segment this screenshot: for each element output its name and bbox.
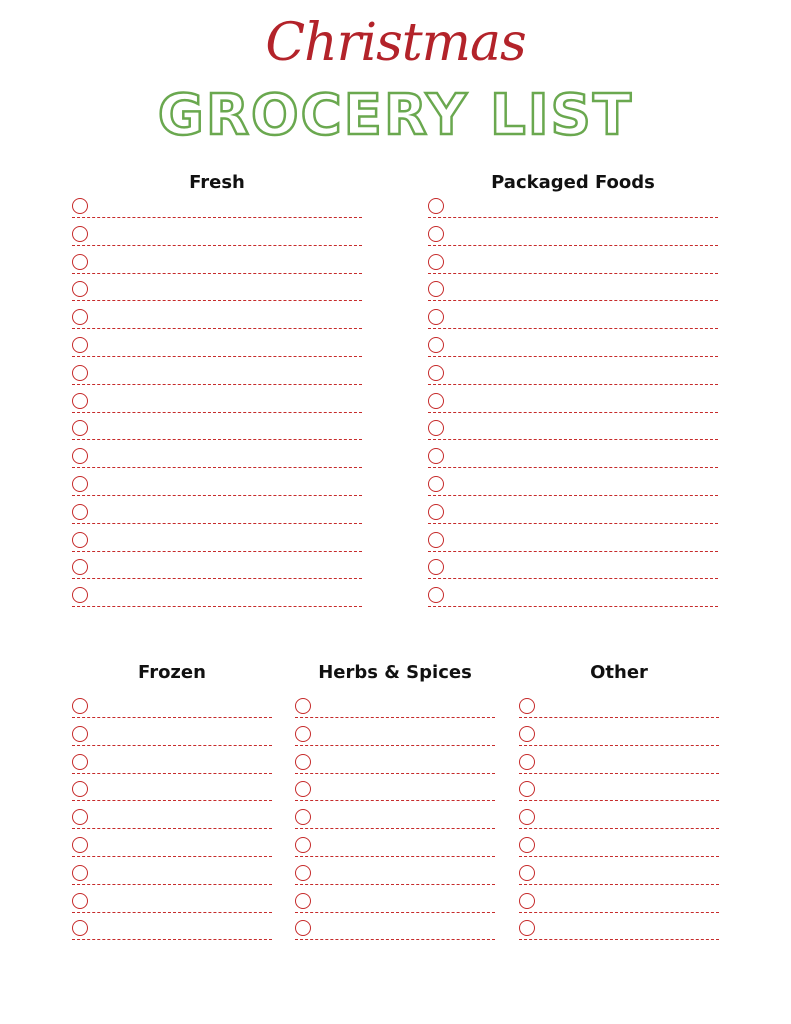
checklist-item[interactable] <box>72 419 362 447</box>
checkbox-circle-icon[interactable] <box>72 726 88 742</box>
checklist-item[interactable] <box>295 919 495 947</box>
writing-line[interactable] <box>428 300 718 301</box>
writing-line[interactable] <box>519 745 719 746</box>
checklist-item[interactable] <box>295 864 495 892</box>
checkbox-circle-icon[interactable] <box>428 532 444 548</box>
checkbox-circle-icon[interactable] <box>72 809 88 825</box>
checklist-item[interactable] <box>428 280 718 308</box>
writing-line[interactable] <box>72 384 362 385</box>
writing-line[interactable] <box>428 356 718 357</box>
checklist-item[interactable] <box>295 697 495 725</box>
checkbox-circle-icon[interactable] <box>295 920 311 936</box>
checkbox-circle-icon[interactable] <box>428 504 444 520</box>
checkbox-circle-icon[interactable] <box>72 337 88 353</box>
checklist-item[interactable] <box>519 753 719 781</box>
checklist-item[interactable] <box>295 780 495 808</box>
checklist-item[interactable] <box>428 447 718 475</box>
writing-line[interactable] <box>428 523 718 524</box>
checklist-item[interactable] <box>428 392 718 420</box>
checklist-item[interactable] <box>72 475 362 503</box>
checkbox-circle-icon[interactable] <box>428 476 444 492</box>
page-title: GROCERY LIST <box>157 83 634 148</box>
writing-line[interactable] <box>72 551 362 552</box>
section-other <box>519 661 719 685</box>
section-packaged-foods <box>428 171 718 195</box>
checkbox-circle-icon[interactable] <box>72 920 88 936</box>
checklist-item[interactable] <box>519 864 719 892</box>
checklist-item[interactable] <box>72 253 362 281</box>
checkbox-circle-icon[interactable] <box>72 448 88 464</box>
checkbox-circle-icon[interactable] <box>72 393 88 409</box>
checklist-item[interactable] <box>295 808 495 836</box>
checklist-item[interactable] <box>428 364 718 392</box>
checkbox-circle-icon[interactable] <box>72 420 88 436</box>
checkbox-circle-icon[interactable] <box>428 337 444 353</box>
writing-line[interactable] <box>72 245 362 246</box>
checkbox-circle-icon[interactable] <box>72 781 88 797</box>
checklist-item[interactable] <box>72 836 272 864</box>
checklist-item[interactable] <box>295 725 495 753</box>
checklist-item[interactable] <box>428 586 718 614</box>
writing-line[interactable] <box>72 578 362 579</box>
section-title-other: Other <box>590 662 648 683</box>
checkbox-circle-icon[interactable] <box>428 448 444 464</box>
checkbox-circle-icon[interactable] <box>428 420 444 436</box>
checklist-item[interactable] <box>72 308 362 336</box>
checklist-item[interactable] <box>428 197 718 225</box>
checkbox-circle-icon[interactable] <box>72 226 88 242</box>
checklist-item[interactable] <box>72 753 272 781</box>
writing-line[interactable] <box>295 800 495 801</box>
writing-line[interactable] <box>428 578 718 579</box>
writing-line[interactable] <box>72 356 362 357</box>
checklist-item[interactable] <box>72 586 362 614</box>
checkbox-circle-icon[interactable] <box>72 698 88 714</box>
checklist-item[interactable] <box>295 836 495 864</box>
writing-line[interactable] <box>295 912 495 913</box>
checkbox-circle-icon[interactable] <box>295 893 311 909</box>
checkbox-circle-icon[interactable] <box>72 754 88 770</box>
writing-line[interactable] <box>72 800 272 801</box>
writing-line[interactable] <box>428 439 718 440</box>
checkbox-circle-icon[interactable] <box>519 754 535 770</box>
checkbox-circle-icon[interactable] <box>428 226 444 242</box>
writing-line[interactable] <box>428 217 718 218</box>
checkbox-circle-icon[interactable] <box>519 837 535 853</box>
writing-line[interactable] <box>72 884 272 885</box>
section-title-herbs-spices: Herbs & Spices <box>318 662 472 683</box>
checkbox-circle-icon[interactable] <box>72 476 88 492</box>
checkbox-circle-icon[interactable] <box>72 532 88 548</box>
writing-line[interactable] <box>72 717 272 718</box>
writing-line[interactable] <box>295 884 495 885</box>
checklist-item[interactable] <box>72 558 362 586</box>
checkbox-circle-icon[interactable] <box>72 893 88 909</box>
writing-line[interactable] <box>428 273 718 274</box>
checkbox-circle-icon[interactable] <box>428 198 444 214</box>
writing-line[interactable] <box>72 856 272 857</box>
checkbox-circle-icon[interactable] <box>428 254 444 270</box>
checkbox-circle-icon[interactable] <box>519 781 535 797</box>
writing-line[interactable] <box>72 523 362 524</box>
checklist-item[interactable] <box>72 225 362 253</box>
writing-line[interactable] <box>519 884 719 885</box>
section-title-packaged-foods: Packaged Foods <box>491 172 655 193</box>
writing-line[interactable] <box>295 856 495 857</box>
checkbox-circle-icon[interactable] <box>428 365 444 381</box>
writing-line[interactable] <box>428 384 718 385</box>
checkbox-circle-icon[interactable] <box>295 865 311 881</box>
writing-line[interactable] <box>72 273 362 274</box>
checklist-item[interactable] <box>519 836 719 864</box>
checklist-item[interactable] <box>428 308 718 336</box>
writing-line[interactable] <box>72 217 362 218</box>
writing-line[interactable] <box>72 828 272 829</box>
section-herbs-spices <box>295 661 495 685</box>
writing-line[interactable] <box>295 717 495 718</box>
checkbox-circle-icon[interactable] <box>428 587 444 603</box>
writing-line[interactable] <box>72 912 272 913</box>
checkbox-circle-icon[interactable] <box>519 865 535 881</box>
section-frozen <box>72 661 272 685</box>
writing-line[interactable] <box>519 939 719 940</box>
writing-line[interactable] <box>428 551 718 552</box>
checklist-item[interactable] <box>519 892 719 920</box>
checkbox-circle-icon[interactable] <box>519 726 535 742</box>
checkbox-circle-icon[interactable] <box>295 698 311 714</box>
writing-line[interactable] <box>428 412 718 413</box>
writing-line[interactable] <box>428 495 718 496</box>
checkbox-circle-icon[interactable] <box>72 837 88 853</box>
writing-line[interactable] <box>519 800 719 801</box>
checkbox-circle-icon[interactable] <box>72 281 88 297</box>
checkbox-circle-icon[interactable] <box>295 809 311 825</box>
checkbox-circle-icon[interactable] <box>519 698 535 714</box>
writing-line[interactable] <box>519 912 719 913</box>
writing-line[interactable] <box>519 773 719 774</box>
checklist-item[interactable] <box>72 919 272 947</box>
checklist-item[interactable] <box>428 558 718 586</box>
checklist-item[interactable] <box>428 225 718 253</box>
checklist-item[interactable] <box>295 892 495 920</box>
checkbox-circle-icon[interactable] <box>72 559 88 575</box>
writing-line[interactable] <box>428 328 718 329</box>
checklist-item[interactable] <box>519 697 719 725</box>
checklist-item[interactable] <box>519 725 719 753</box>
checkbox-circle-icon[interactable] <box>72 198 88 214</box>
checkbox-circle-icon[interactable] <box>295 781 311 797</box>
checklist-item[interactable] <box>72 864 272 892</box>
checkbox-circle-icon[interactable] <box>295 837 311 853</box>
section-title-frozen: Frozen <box>138 662 206 683</box>
writing-line[interactable] <box>72 495 362 496</box>
checklist-item[interactable] <box>428 253 718 281</box>
checkbox-circle-icon[interactable] <box>519 809 535 825</box>
writing-line[interactable] <box>72 439 362 440</box>
checklist-item[interactable] <box>72 808 272 836</box>
writing-line[interactable] <box>295 773 495 774</box>
writing-line[interactable] <box>519 856 719 857</box>
writing-line[interactable] <box>428 467 718 468</box>
checklist-item[interactable] <box>72 364 362 392</box>
checklist-item[interactable] <box>519 919 719 947</box>
checkbox-circle-icon[interactable] <box>519 893 535 909</box>
checkbox-circle-icon[interactable] <box>72 504 88 520</box>
writing-line[interactable] <box>72 606 362 607</box>
writing-line[interactable] <box>428 245 718 246</box>
checklist-item[interactable] <box>72 197 362 225</box>
checklist-item[interactable] <box>72 780 272 808</box>
checklist-item[interactable] <box>72 336 362 364</box>
writing-line[interactable] <box>72 467 362 468</box>
checklist-item[interactable] <box>72 725 272 753</box>
writing-line[interactable] <box>72 328 362 329</box>
checkbox-circle-icon[interactable] <box>519 920 535 936</box>
checkbox-circle-icon[interactable] <box>428 559 444 575</box>
section-title-fresh: Fresh <box>189 172 245 193</box>
checklist-item[interactable] <box>72 447 362 475</box>
checklist-item[interactable] <box>72 503 362 531</box>
checkbox-circle-icon[interactable] <box>295 754 311 770</box>
checkbox-circle-icon[interactable] <box>428 393 444 409</box>
writing-line[interactable] <box>72 745 272 746</box>
writing-line[interactable] <box>519 717 719 718</box>
writing-line[interactable] <box>428 606 718 607</box>
checklist-item[interactable] <box>519 808 719 836</box>
writing-line[interactable] <box>295 745 495 746</box>
checkbox-circle-icon[interactable] <box>72 309 88 325</box>
writing-line[interactable] <box>72 773 272 774</box>
writing-line[interactable] <box>72 300 362 301</box>
writing-line[interactable] <box>72 412 362 413</box>
checkbox-circle-icon[interactable] <box>72 587 88 603</box>
checkbox-circle-icon[interactable] <box>72 865 88 881</box>
writing-line[interactable] <box>519 828 719 829</box>
checkbox-circle-icon[interactable] <box>72 254 88 270</box>
checkbox-circle-icon[interactable] <box>295 726 311 742</box>
checklist-item[interactable] <box>72 392 362 420</box>
checklist-item[interactable] <box>428 503 718 531</box>
writing-line[interactable] <box>295 828 495 829</box>
checklist-item[interactable] <box>72 280 362 308</box>
checklist-item[interactable] <box>428 419 718 447</box>
checklist-item[interactable] <box>519 780 719 808</box>
writing-line[interactable] <box>295 939 495 940</box>
checklist-item[interactable] <box>428 531 718 559</box>
checklist-item[interactable] <box>72 697 272 725</box>
checkbox-circle-icon[interactable] <box>72 365 88 381</box>
checklist-item[interactable] <box>428 475 718 503</box>
checklist-item[interactable] <box>72 892 272 920</box>
checklist-item[interactable] <box>72 531 362 559</box>
checklist-item[interactable] <box>428 336 718 364</box>
checklist-item[interactable] <box>295 753 495 781</box>
writing-line[interactable] <box>72 939 272 940</box>
checkbox-circle-icon[interactable] <box>428 281 444 297</box>
script-title: Christmas <box>265 13 526 73</box>
checkbox-circle-icon[interactable] <box>428 309 444 325</box>
section-fresh <box>72 171 362 195</box>
